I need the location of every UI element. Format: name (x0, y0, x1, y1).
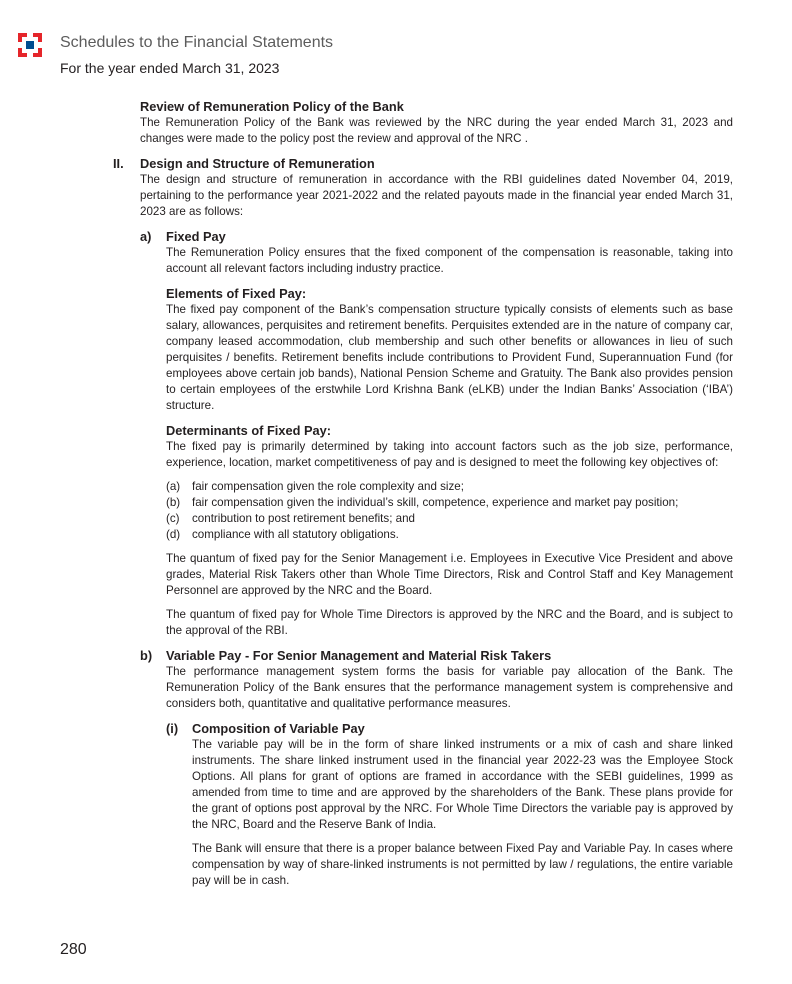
composition-section (166, 721, 733, 889)
list-item: (b) fair compensation given the individual’s skill, competence, experience and market pay position; (166, 496, 679, 509)
document-body (113, 99, 733, 889)
subsection-label: a) (140, 229, 152, 244)
subsection-title: Variable Pay - For Senior Management and Material Risk Takers (166, 648, 552, 663)
hdfc-bank-logo (18, 33, 42, 57)
wtd-text: The quantum of fixed pay for Whole Time Directors is approved by the NRC and the Board, and is subject to the approval of the RBI. (166, 608, 733, 637)
section-ii-text: The design and structure of remuneration in accordance with the RBI guidelines dated November 04, 2019, pertaining to the performance year 2021-2022 and the related payouts made in the financial year ended March 31, 2023 are as follows: (140, 173, 733, 218)
page-number: 280 (60, 941, 87, 958)
header-subtitle: For the year ended March 31, 2023 (60, 60, 280, 76)
fixed-pay-text: The Remuneration Policy ensures that the fixed component of the compensation is reasonable, taking into account all relevant factors including industry practice. (166, 246, 733, 275)
list-item: (c) contribution to post retirement benefits; and (166, 512, 415, 525)
elements-heading: Elements of Fixed Pay: (166, 286, 307, 301)
section-title: Design and Structure of Remuneration (140, 156, 375, 171)
objectives-list (166, 479, 733, 543)
senior-mgmt-text: The quantum of fixed pay for the Senior Management i.e. Employees in Executive Vice President and above grades, Material Risk Takers other than Whole Time Directors, Risk and Control Staff and Key Management Personnel are approved by the NRC and the Board. (166, 552, 733, 597)
section-label: II. (113, 156, 124, 171)
section-ii-heading (113, 156, 733, 172)
composition-text-2: The Bank will ensure that there is a proper balance between Fixed Pay and Variable Pay. In cases where compensation by way of share-linked instruments is not permitted by law / regulations, the entire variable pay will be in cash. (192, 842, 733, 887)
fixed-pay-heading (140, 229, 733, 245)
review-heading: Review of Remuneration Policy of the Bank (140, 99, 404, 114)
variable-pay-heading (140, 648, 733, 664)
elements-text: The fixed pay component of the Bank’s compensation structure typically consists of elements such as base salary, allowances, perquisites and retirement benefits. Perquisites extended are in the nature of company car, company leased accommodation, club membership and such other benefits or allowances in lieu of such perquisites / benefits. Retirement benefits include contributions to Provident Fund, Superannuation Fund (for employees above certain job bands), National Pension Scheme and Gratuity. The Bank also provides pension to certain employees of the erstwhile Lord Krishna Bank (eLKB) under the Indian Banks’ Association (‘IBA’) structure. (166, 303, 733, 412)
review-text: The Remuneration Policy of the Bank was reviewed by the NRC during the year ended March 31, 2023 and changes were made to the policy post the review and approval of the NRC . (140, 116, 733, 145)
header-title: Schedules to the Financial Statements (60, 34, 334, 51)
composition-heading (166, 721, 733, 737)
subsubsection-title: Composition of Variable Pay (192, 721, 365, 736)
fixed-pay-section (140, 229, 733, 889)
list-item: (a) fair compensation given the role complexity and size; (166, 480, 464, 493)
composition-text-1: The variable pay will be in the form of share linked instruments or a mix of cash and share linked instruments. The share linked instrument used in the financial year 2022-23 was the Employee Stock Options. All plans for grant of options are framed in accordance with the SEBI guidelines, 1999 as amended from time to time and are approved by the shareholders of the Bank. These plans provide for the grant of options post approval by the NRC. For Whole Time Directors the variable pay is approved by the NRC, Board and the Reserve Bank of India. (192, 738, 733, 831)
subsection-label: b) (140, 648, 153, 663)
variable-pay-text: The performance management system forms the basis for variable pay allocation of the Bank. The Remuneration Policy of the Bank ensures that the performance management system is comprehensive and considers both, quantitative and qualitative performance measures. (166, 665, 733, 710)
subsubsection-label: (i) (166, 721, 179, 736)
list-item: (d) compliance with all statutory obligations. (166, 528, 399, 541)
determinants-text: The fixed pay is primarily determined by taking into account factors such as the job size, performance, experience, location, market competitiveness of pay and is designed to meet the following key objectives of: (166, 440, 733, 469)
subsection-title: Fixed Pay (166, 229, 226, 244)
determinants-heading: Determinants of Fixed Pay: (166, 423, 331, 438)
